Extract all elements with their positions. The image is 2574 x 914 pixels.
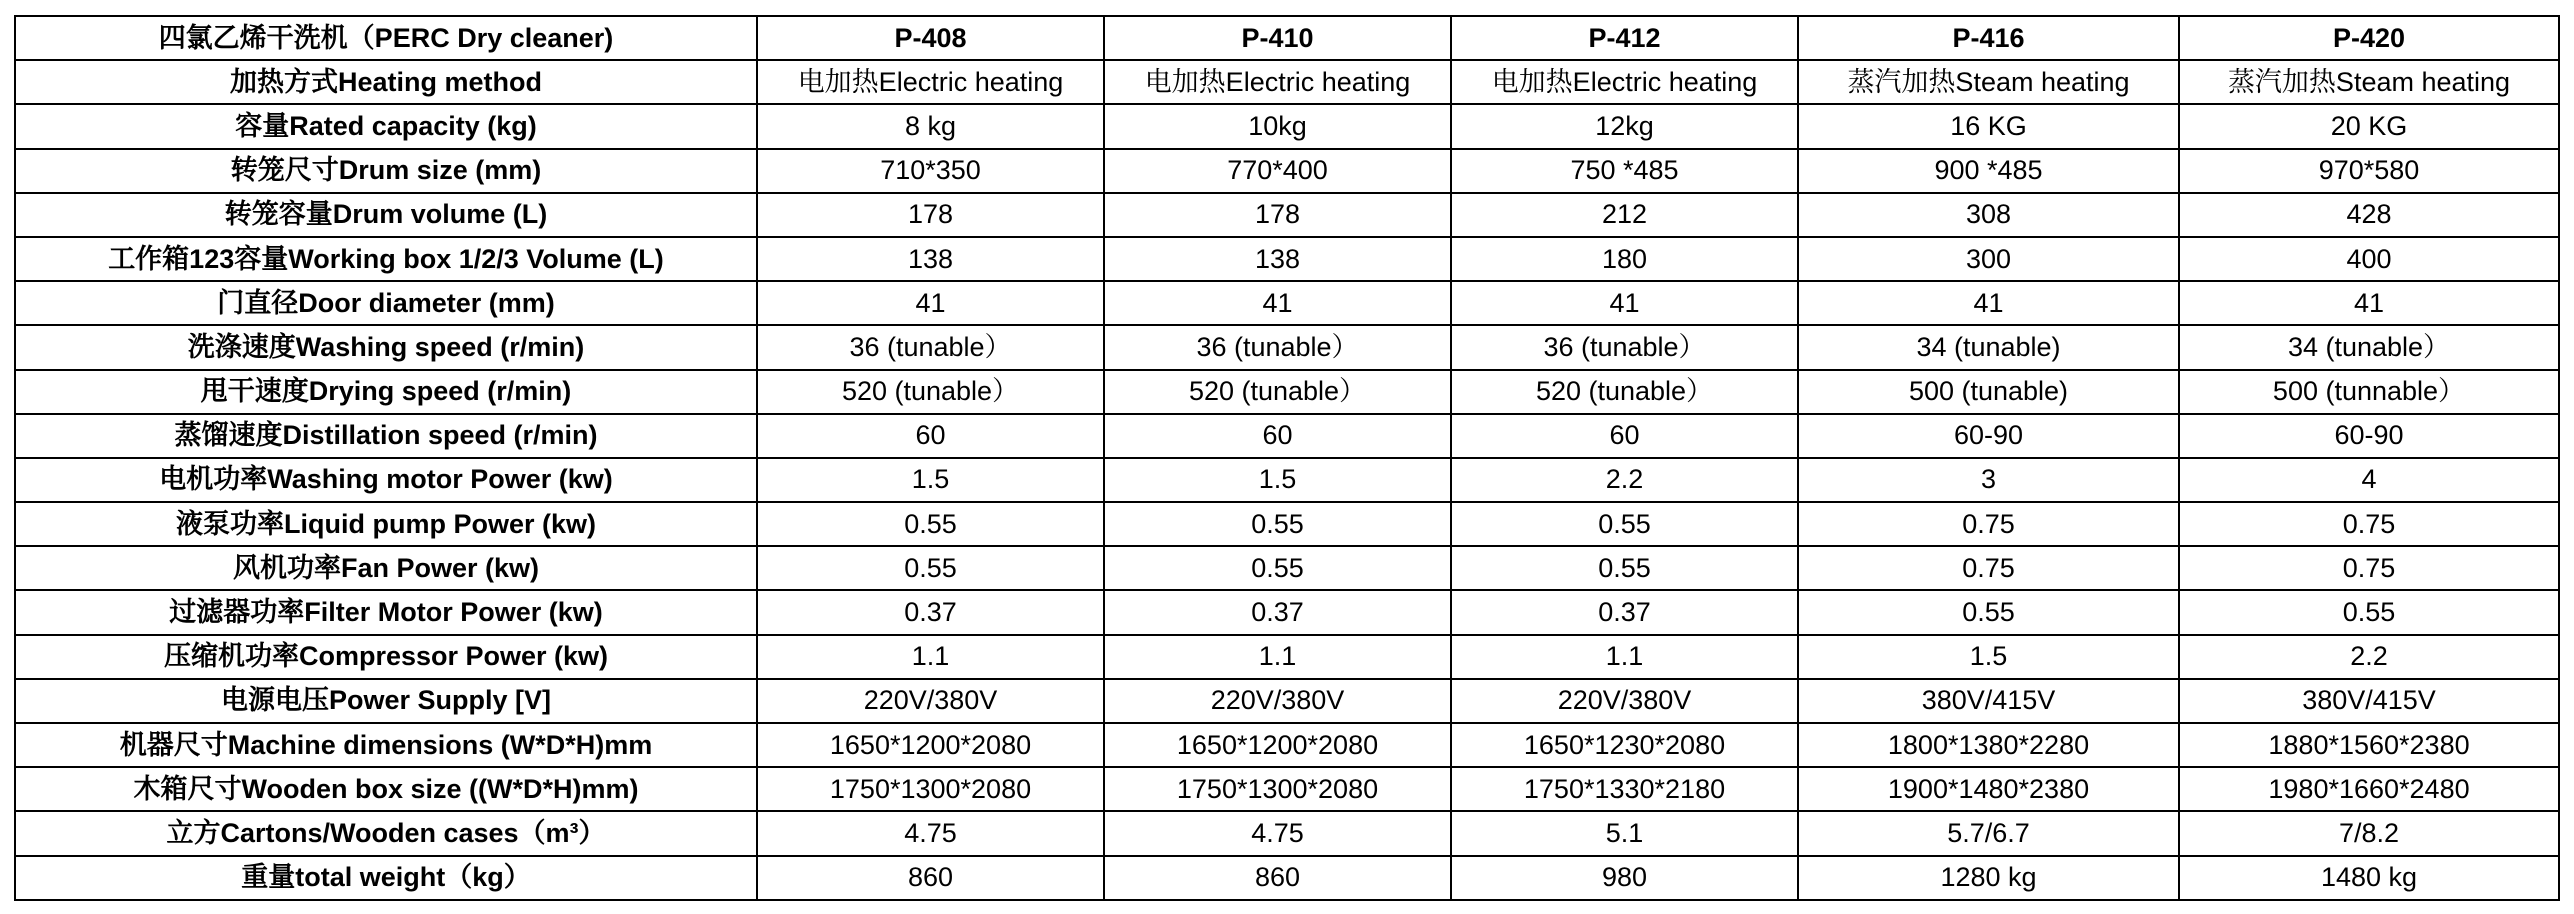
row-label: 容量Rated capacity (kg) <box>15 104 757 148</box>
value-cell: 1650*1230*2080 <box>1451 723 1798 767</box>
value-cell: 220V/380V <box>1104 679 1451 723</box>
value-cell: 1980*1660*2480 <box>2179 767 2559 811</box>
value-cell: 3 <box>1798 458 2179 502</box>
row-label: 电机功率Washing motor Power (kw) <box>15 458 757 502</box>
row-label: 工作箱123容量Working box 1/2/3 Volume (L) <box>15 237 757 281</box>
table-row <box>15 237 2559 281</box>
value-cell: 电加热Electric heating <box>1451 60 1798 104</box>
value-cell: 8 kg <box>757 104 1104 148</box>
value-cell: 0.55 <box>757 546 1104 590</box>
value-cell: 1.5 <box>1104 458 1451 502</box>
value-cell: 0.55 <box>1104 502 1451 546</box>
value-cell: 428 <box>2179 193 2559 237</box>
value-cell: 180 <box>1451 237 1798 281</box>
table-row <box>15 458 2559 502</box>
row-label: 转笼容量Drum volume (L) <box>15 193 757 237</box>
table-row <box>15 414 2559 458</box>
value-cell: 36 (tunable） <box>1451 325 1798 369</box>
value-cell: 2.2 <box>1451 458 1798 502</box>
value-cell: 41 <box>1451 281 1798 325</box>
table-row <box>15 325 2559 369</box>
row-label: 转笼尺寸Drum size (mm) <box>15 149 757 193</box>
value-cell: 16 KG <box>1798 104 2179 148</box>
table-row <box>15 811 2559 855</box>
value-cell: 2.2 <box>2179 635 2559 679</box>
value-cell: 34 (tunable) <box>1798 325 2179 369</box>
row-label: 甩干速度Drying speed (r/min) <box>15 370 757 414</box>
value-cell: 860 <box>1104 856 1451 900</box>
table-header-row <box>15 16 2559 60</box>
row-label: 加热方式Heating method <box>15 60 757 104</box>
value-cell: 1.1 <box>1451 635 1798 679</box>
value-cell: 60-90 <box>1798 414 2179 458</box>
value-cell: 60 <box>1451 414 1798 458</box>
table-row <box>15 193 2559 237</box>
row-label: 电源电压Power Supply [V] <box>15 679 757 723</box>
row-label: 风机功率Fan Power (kw) <box>15 546 757 590</box>
value-cell: 1750*1300*2080 <box>757 767 1104 811</box>
header-cell-model: P-410 <box>1104 16 1451 60</box>
row-label: 机器尺寸Machine dimensions (W*D*H)mm <box>15 723 757 767</box>
row-label: 洗涤速度Washing speed (r/min) <box>15 325 757 369</box>
value-cell: 4 <box>2179 458 2559 502</box>
table-row <box>15 679 2559 723</box>
spec-table <box>14 15 2560 901</box>
value-cell: 电加热Electric heating <box>757 60 1104 104</box>
spec-table-body <box>15 16 2559 900</box>
value-cell: 7/8.2 <box>2179 811 2559 855</box>
value-cell: 1.5 <box>757 458 1104 502</box>
value-cell: 1.5 <box>1798 635 2179 679</box>
value-cell: 0.55 <box>1104 546 1451 590</box>
value-cell: 0.55 <box>1451 502 1798 546</box>
row-label: 门直径Door diameter (mm) <box>15 281 757 325</box>
row-label: 过滤器功率Filter Motor Power (kw) <box>15 590 757 634</box>
header-cell-model: P-412 <box>1451 16 1798 60</box>
value-cell: 710*350 <box>757 149 1104 193</box>
value-cell: 178 <box>1104 193 1451 237</box>
value-cell: 520 (tunable） <box>757 370 1104 414</box>
value-cell: 0.37 <box>1104 590 1451 634</box>
value-cell: 0.37 <box>1451 590 1798 634</box>
table-row <box>15 370 2559 414</box>
value-cell: 0.75 <box>1798 546 2179 590</box>
value-cell: 520 (tunable） <box>1104 370 1451 414</box>
value-cell: 770*400 <box>1104 149 1451 193</box>
value-cell: 1480 kg <box>2179 856 2559 900</box>
value-cell: 500 (tunable) <box>1798 370 2179 414</box>
value-cell: 750 *485 <box>1451 149 1798 193</box>
value-cell: 电加热Electric heating <box>1104 60 1451 104</box>
value-cell: 1280 kg <box>1798 856 2179 900</box>
value-cell: 41 <box>757 281 1104 325</box>
value-cell: 0.75 <box>2179 502 2559 546</box>
value-cell: 178 <box>757 193 1104 237</box>
header-cell-model: P-420 <box>2179 16 2559 60</box>
value-cell: 10kg <box>1104 104 1451 148</box>
value-cell: 1750*1300*2080 <box>1104 767 1451 811</box>
table-row <box>15 723 2559 767</box>
value-cell: 1880*1560*2380 <box>2179 723 2559 767</box>
value-cell: 1800*1380*2280 <box>1798 723 2179 767</box>
value-cell: 980 <box>1451 856 1798 900</box>
table-row <box>15 856 2559 900</box>
row-label: 立方Cartons/Wooden cases（m³） <box>15 811 757 855</box>
value-cell: 蒸汽加热Steam heating <box>1798 60 2179 104</box>
row-label: 液泵功率Liquid pump Power (kw) <box>15 502 757 546</box>
table-row <box>15 281 2559 325</box>
table-row <box>15 590 2559 634</box>
value-cell: 1.1 <box>1104 635 1451 679</box>
value-cell: 41 <box>2179 281 2559 325</box>
value-cell: 5.7/6.7 <box>1798 811 2179 855</box>
value-cell: 300 <box>1798 237 2179 281</box>
value-cell: 20 KG <box>2179 104 2559 148</box>
value-cell: 0.75 <box>2179 546 2559 590</box>
value-cell: 138 <box>1104 237 1451 281</box>
row-label: 木箱尺寸Wooden box size ((W*D*H)mm) <box>15 767 757 811</box>
value-cell: 380V/415V <box>1798 679 2179 723</box>
value-cell: 400 <box>2179 237 2559 281</box>
value-cell: 0.55 <box>1451 546 1798 590</box>
value-cell: 4.75 <box>757 811 1104 855</box>
value-cell: 60-90 <box>2179 414 2559 458</box>
value-cell: 41 <box>1798 281 2179 325</box>
value-cell: 900 *485 <box>1798 149 2179 193</box>
value-cell: 138 <box>757 237 1104 281</box>
value-cell: 308 <box>1798 193 2179 237</box>
value-cell: 0.55 <box>2179 590 2559 634</box>
value-cell: 970*580 <box>2179 149 2559 193</box>
table-row <box>15 104 2559 148</box>
header-cell-model: P-408 <box>757 16 1104 60</box>
value-cell: 41 <box>1104 281 1451 325</box>
value-cell: 212 <box>1451 193 1798 237</box>
value-cell: 0.55 <box>757 502 1104 546</box>
value-cell: 60 <box>757 414 1104 458</box>
value-cell: 0.55 <box>1798 590 2179 634</box>
value-cell: 12kg <box>1451 104 1798 148</box>
value-cell: 4.75 <box>1104 811 1451 855</box>
value-cell: 5.1 <box>1451 811 1798 855</box>
value-cell: 500 (tunnable） <box>2179 370 2559 414</box>
value-cell: 520 (tunable） <box>1451 370 1798 414</box>
value-cell: 380V/415V <box>2179 679 2559 723</box>
table-row <box>15 767 2559 811</box>
value-cell: 0.75 <box>1798 502 2179 546</box>
value-cell: 1650*1200*2080 <box>757 723 1104 767</box>
value-cell: 36 (tunable） <box>757 325 1104 369</box>
table-row <box>15 546 2559 590</box>
value-cell: 860 <box>757 856 1104 900</box>
value-cell: 60 <box>1104 414 1451 458</box>
value-cell: 1.1 <box>757 635 1104 679</box>
table-row <box>15 635 2559 679</box>
header-cell-model: P-416 <box>1798 16 2179 60</box>
table-row <box>15 149 2559 193</box>
value-cell: 36 (tunable） <box>1104 325 1451 369</box>
header-cell-product: 四氯乙烯干洗机（PERC Dry cleaner) <box>15 16 757 60</box>
value-cell: 0.37 <box>757 590 1104 634</box>
value-cell: 1900*1480*2380 <box>1798 767 2179 811</box>
value-cell: 220V/380V <box>757 679 1104 723</box>
row-label: 蒸馏速度Distillation speed (r/min) <box>15 414 757 458</box>
value-cell: 1750*1330*2180 <box>1451 767 1798 811</box>
row-label: 压缩机功率Compressor Power (kw) <box>15 635 757 679</box>
value-cell: 1650*1200*2080 <box>1104 723 1451 767</box>
table-row <box>15 60 2559 104</box>
value-cell: 220V/380V <box>1451 679 1798 723</box>
table-row <box>15 502 2559 546</box>
value-cell: 蒸汽加热Steam heating <box>2179 60 2559 104</box>
value-cell: 34 (tunable） <box>2179 325 2559 369</box>
row-label: 重量total weight（kg） <box>15 856 757 900</box>
